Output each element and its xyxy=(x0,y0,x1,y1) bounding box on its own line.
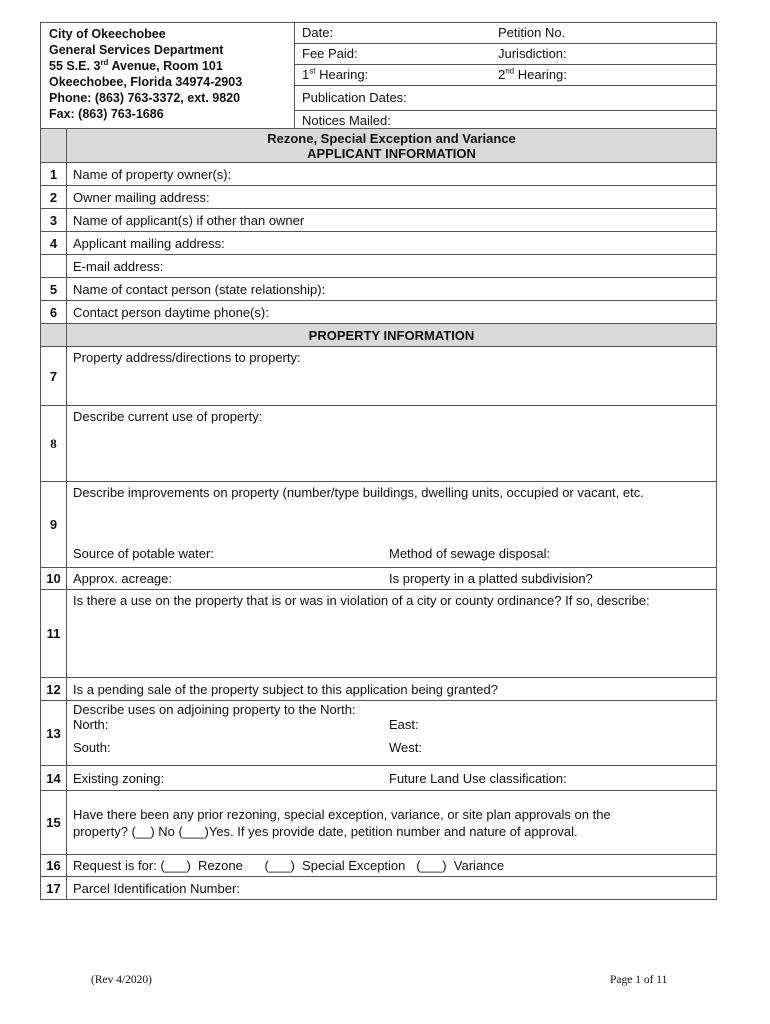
org-city: Okeechobee, Florida 34974-2903 xyxy=(49,75,243,89)
form-header xyxy=(40,22,717,128)
prior-approvals-field[interactable]: Have there been any prior rezoning, special exception, variance, or site plan approvals on the property? (__) No (___)Yes. If yes provide date, petition number and nature of approval. xyxy=(67,791,717,855)
row-15: 15 Have there been any prior rezoning, special exception, variance, or site plan approvals on the property? (__) No (___)Yes. If yes provide date, petition number and nature of approval. xyxy=(41,791,717,855)
row-2: 2 Owner mailing address: xyxy=(41,186,717,209)
property-address-field[interactable]: Property address/directions to property: xyxy=(67,347,717,406)
date-field[interactable]: Date: xyxy=(302,25,334,40)
improvements-field[interactable]: Describe improvements on property (number/type buildings, dwelling units, occupied or vacant, etc. xyxy=(73,485,644,500)
row-16: 16 Request is for: (___) Rezone (___) Special Exception (___) Variance xyxy=(41,855,717,877)
row-17: 17 Parcel Identification Number: xyxy=(41,877,717,900)
south-field[interactable]: South: xyxy=(73,740,111,755)
row-13: 13 Describe uses on adjoining property to the North: North: East: South: West: xyxy=(41,701,717,766)
water-sewage-line xyxy=(73,546,710,561)
future-land-use-field[interactable]: Future Land Use classification: xyxy=(389,770,567,786)
applicant-address-field[interactable]: Applicant mailing address: xyxy=(67,232,717,255)
office-use-block xyxy=(295,23,716,128)
first-hearing-field[interactable]: 1st Hearing: xyxy=(302,66,369,82)
petition-no-field[interactable]: Petition No. xyxy=(498,25,566,40)
applicant-section-header xyxy=(41,129,717,163)
applicant-name-field[interactable]: Name of applicant(s) if other than owner xyxy=(67,209,717,232)
org-department: General Services Department xyxy=(49,43,224,57)
meta-row-date xyxy=(295,23,716,44)
row-4-email xyxy=(41,255,717,278)
row-10: 10 Approx. acreage: Is property in a platted subdivision? xyxy=(41,568,717,590)
pending-sale-field[interactable]: Is a pending sale of the property subject to this application being granted? xyxy=(67,678,717,701)
fee-paid-field[interactable]: Fee Paid: xyxy=(302,46,358,61)
current-use-field[interactable]: Describe current use of property: xyxy=(67,406,717,482)
ordinance-violation-field[interactable]: Is there a use on the property that is or was in violation of a city or county ordinance? If so, describe: xyxy=(67,590,717,678)
meta-row-publication xyxy=(295,86,716,111)
application-table xyxy=(40,128,717,900)
property-section-title: PROPERTY INFORMATION xyxy=(67,324,717,347)
improvements-cell xyxy=(67,482,717,568)
meta-row-notices xyxy=(295,111,716,131)
row-8: 8 Describe current use of property: xyxy=(41,406,717,482)
acreage-cell xyxy=(67,568,717,590)
adjoining-uses-label: Describe uses on adjoining property to the North: xyxy=(73,702,356,717)
meta-row-fee xyxy=(295,44,716,65)
potable-water-field[interactable]: Source of potable water: xyxy=(73,546,214,561)
row-3: 3 Name of applicant(s) if other than owner xyxy=(41,209,717,232)
row-5: 5 Name of contact person (state relationship): xyxy=(41,278,717,301)
org-phone: Phone: (863) 763-3372, ext. 9820 xyxy=(49,91,241,105)
row-14: 14 Existing zoning: Future Land Use classification: xyxy=(41,766,717,791)
contact-person-field[interactable]: Name of contact person (state relationship): xyxy=(67,278,717,301)
meta-row-hearing xyxy=(295,65,716,86)
applicant-section-title: Rezone, Special Exception and Variance APPLICANT INFORMATION xyxy=(67,129,717,163)
east-field[interactable]: East: xyxy=(389,717,419,732)
department-address-block xyxy=(41,23,295,128)
adjoining-uses-cell xyxy=(67,701,717,766)
org-street: 55 S.E. 3rd Avenue, Room 101 xyxy=(49,57,223,73)
existing-zoning-field[interactable]: Existing zoning: xyxy=(73,770,165,786)
parcel-id-field[interactable]: Parcel Identification Number: xyxy=(67,877,717,900)
contact-phone-field[interactable]: Contact person daytime phone(s): xyxy=(67,301,717,324)
row-1: 1 Name of property owner(s): xyxy=(41,163,717,186)
north-field[interactable]: North: xyxy=(73,717,109,732)
second-hearing-field[interactable]: 2nd Hearing: xyxy=(498,66,567,82)
request-type-field[interactable]: Request is for: (___) Rezone (___) Special Exception (___) Variance xyxy=(67,855,717,877)
platted-subdivision-field[interactable]: Is property in a platted subdivision? xyxy=(389,571,593,586)
row-11: 11 Is there a use on the property that is or was in violation of a city or county ordinance? If so, describe: xyxy=(41,590,717,678)
west-field[interactable]: West: xyxy=(389,740,422,755)
org-name: City of Okeechobee xyxy=(49,27,166,41)
revision-note: (Rev 4/2020) xyxy=(91,974,153,986)
zoning-cell xyxy=(67,766,717,791)
row-7: 7 Property address/directions to property: xyxy=(41,347,717,406)
owner-address-field[interactable]: Owner mailing address: xyxy=(67,186,717,209)
acreage-field[interactable]: Approx. acreage: xyxy=(73,571,173,586)
email-field[interactable]: E-mail address: xyxy=(67,255,717,278)
row-4: 4 Applicant mailing address: xyxy=(41,232,717,255)
sewage-disposal-field[interactable]: Method of sewage disposal: xyxy=(389,546,551,561)
row-12: 12 Is a pending sale of the property subject to this application being granted? xyxy=(41,678,717,701)
property-section-header xyxy=(41,324,717,347)
owner-name-field[interactable]: Name of property owner(s): xyxy=(67,163,717,186)
row-9: 9 Describe improvements on property (number/type buildings, dwelling units, occupied or vacant, etc. Source of potable water: Method of sewage disposal: xyxy=(41,482,717,568)
page-number: Page 1 of 11 xyxy=(610,974,668,986)
jurisdiction-field[interactable]: Jurisdiction: xyxy=(498,46,567,61)
notices-mailed-field[interactable]: Notices Mailed: xyxy=(302,113,391,128)
publication-dates-field[interactable]: Publication Dates: xyxy=(302,90,407,105)
org-fax: Fax: (863) 763-1686 xyxy=(49,107,164,121)
row-6: 6 Contact person daytime phone(s): xyxy=(41,301,717,324)
application-form xyxy=(40,22,717,900)
